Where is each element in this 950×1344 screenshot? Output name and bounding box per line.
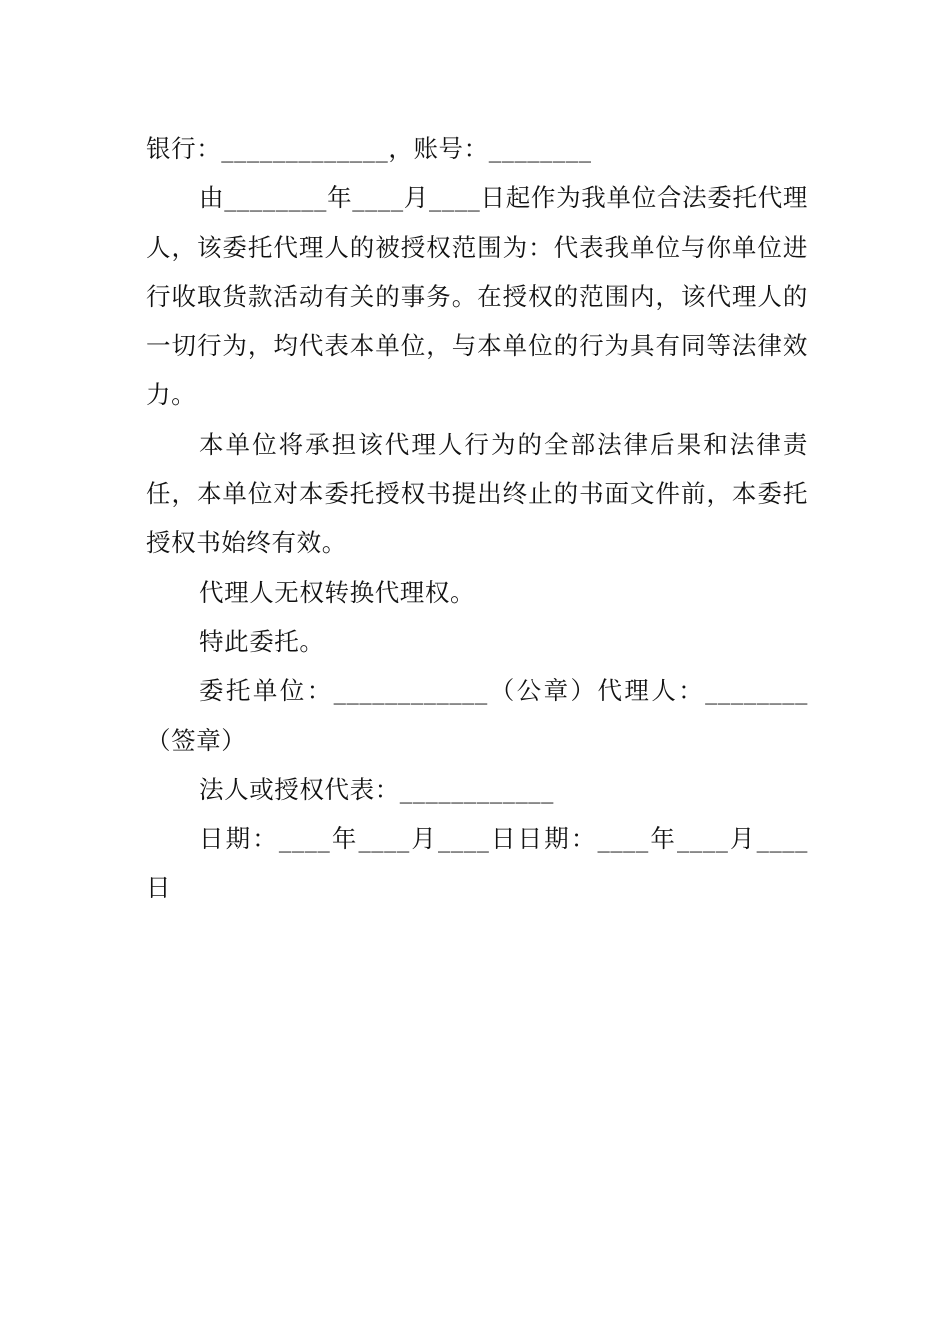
legal-representative-line: 法人或授权代表：____________ (199, 774, 554, 804)
liability-paragraph: 本单位将承担该代理人行为的全部法律后果和法律责任，本单位对本委托授权书提出终止的书面文件前，本委托授权书始终有效。 (146, 429, 808, 558)
bank-account-line: 银行：_____________，账号：________ (146, 134, 592, 163)
no-transfer-line: 代理人无权转换代理权。 (199, 577, 476, 607)
authorization-paragraph: 由________年____月____日起作为我单位合法委托代理人，该委托代理人的被授权范围为：代表我单位与你单位进行收取货款活动有关的事务。在授权的范围内，该代理人的一切行为，均代表本单位，与本单位的行为具有同等法律效力。 (146, 183, 808, 410)
document-body (146, 124, 808, 913)
hereby-entrust-line: 特此委托。 (199, 626, 325, 656)
dates-line: 日期：____年____月____日日期：____年____月____日 (146, 824, 808, 903)
signatures-line: 委托单位：____________（公章）代理人：________（签章） (146, 676, 808, 755)
